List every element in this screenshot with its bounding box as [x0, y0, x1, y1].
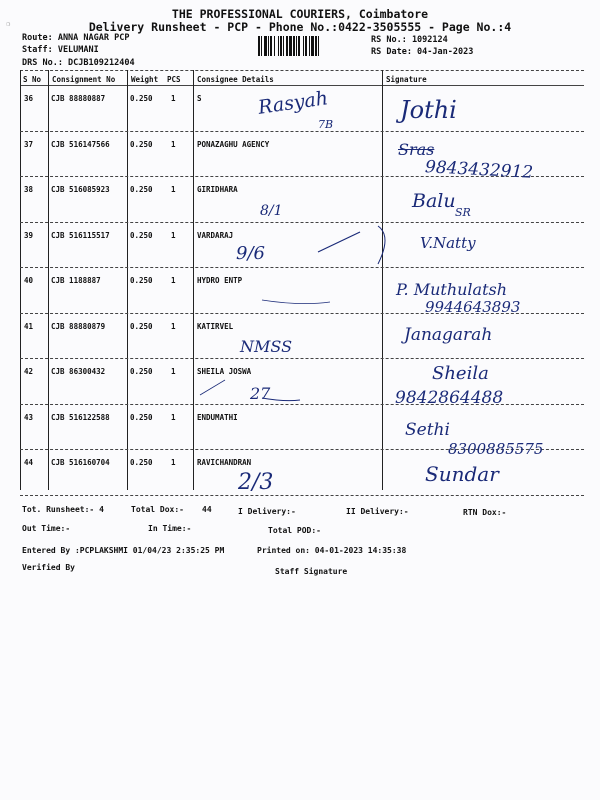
total-pod: Total POD:- [268, 526, 321, 535]
signature-phone: 9944643893 [425, 298, 521, 316]
cell-consignee: ENDUMATHI [197, 412, 238, 422]
cell-consignee: RAVICHANDRAN [197, 458, 252, 467]
barcode-bar [303, 36, 304, 56]
cell-consignee: KATIRVEL [197, 321, 234, 331]
verified-by: Verified By [22, 563, 75, 572]
col-header-consignee: Consignee Details [197, 75, 274, 84]
cell-consignment-no: CJB 516115517 [51, 230, 110, 240]
cell-sno: 43 [24, 412, 34, 422]
signature-mark: Janagarah [404, 325, 493, 345]
cell-pcs: 1 [171, 276, 176, 285]
cell-pcs: 1 [171, 412, 176, 422]
cell-consignment-no: CJB 516147566 [51, 139, 110, 149]
column-divider [382, 70, 383, 490]
row-divider [20, 267, 584, 268]
barcode-bar [286, 36, 288, 56]
table-header-border [20, 85, 584, 86]
row-divider [20, 495, 584, 496]
cell-consignment-no: CJB 86300432 [51, 367, 106, 376]
barcode-bar [268, 36, 269, 56]
cell-weight: 0.250 [130, 321, 153, 331]
col-header-signature: Signature [386, 75, 427, 84]
row-divider [20, 358, 584, 359]
barcode-bar [274, 36, 275, 56]
barcode-bar [305, 36, 307, 56]
cell-pcs: 1 [171, 139, 176, 149]
drs-number: DRS No.: DCJB109212404 [22, 58, 135, 68]
signature-mark: Sras [398, 140, 435, 159]
row-divider [20, 131, 584, 132]
handwritten-note: 9/6 [236, 243, 265, 264]
cell-weight: 0.250 [130, 94, 153, 103]
barcode-bar [293, 36, 295, 56]
total-runsheet: Tot. Runsheet:- 4 [22, 505, 104, 514]
signature-phone: 9843432912 [424, 157, 534, 183]
barcode-bar [258, 36, 260, 56]
rtn-dox: RTN Dox:- [463, 508, 507, 517]
cell-weight: 0.250 [130, 367, 153, 376]
barcode-bar [298, 36, 300, 56]
handwritten-note: 8/1 [260, 203, 283, 219]
barcode-bar [278, 36, 279, 56]
cell-sno: 42 [24, 367, 34, 376]
column-divider [193, 70, 194, 490]
cell-pcs: 1 [171, 321, 176, 331]
cell-consignee: SHEILA JOSWA [197, 367, 252, 376]
handwritten-note: 2/3 [238, 470, 274, 495]
cell-pcs: 1 [171, 185, 176, 194]
row-divider [20, 404, 584, 405]
barcode-bar [309, 36, 310, 56]
barcode-bar [270, 36, 272, 56]
barcode-bar [296, 36, 297, 56]
total-dox-label: Total Dox:- [131, 505, 184, 514]
printed-on: Printed on: 04-01-2023 14:35:38 [257, 546, 407, 555]
ii-delivery: II Delivery:- [346, 507, 409, 516]
cell-consignment-no: CJB 88880879 [51, 321, 106, 331]
column-divider [20, 70, 21, 490]
handwritten-note: 7B [318, 118, 334, 131]
signature-mark: Sethi [405, 420, 450, 440]
signature-mark: Sheila [432, 363, 489, 384]
cell-pcs: 1 [171, 94, 176, 103]
cell-consignee: S [197, 94, 202, 103]
row-divider [20, 313, 584, 314]
cell-weight: 0.250 [130, 412, 153, 422]
barcode-bar [318, 36, 319, 56]
barcode-bar [261, 36, 262, 56]
runsheet-table [20, 70, 584, 490]
rs-date: RS Date: 04-Jan-2023 [371, 47, 474, 57]
cell-sno: 40 [24, 276, 34, 285]
row-divider [20, 449, 584, 450]
signature-mark: V.Natty [420, 234, 476, 252]
cell-sno: 39 [24, 230, 34, 240]
cell-weight: 0.250 [130, 230, 153, 240]
row-divider [20, 176, 584, 177]
cell-consignee: HYDRO ENTP [197, 276, 243, 285]
staff-signature: Staff Signature [275, 567, 348, 576]
cell-consignment-no: CJB 516085923 [51, 185, 110, 194]
col-header-weight: Weight [131, 75, 159, 84]
runsheet-title: Delivery Runsheet - PCP - Phone No.:0422-3505555 - Page No.:4 [88, 20, 512, 34]
handwritten-note: Rasyah [256, 87, 330, 119]
entered-by: Entered By :PCPLAKSHMI 01/04/23 2:35:25 PM [22, 546, 225, 555]
i-delivery: I Delivery:- [238, 507, 296, 516]
cell-consignment-no: CJB 516160704 [51, 458, 110, 467]
barcode-bar [289, 36, 292, 56]
signature-phone: 8300885575 [448, 440, 544, 458]
route-label: Route: ANNA NAGAR PCP [22, 33, 130, 43]
cell-sno: 44 [24, 458, 34, 467]
table-top-border [20, 70, 584, 71]
barcode-bar [280, 36, 282, 56]
signature-mark: Jothi [400, 96, 457, 124]
cell-weight: 0.250 [130, 276, 153, 285]
row-divider [20, 222, 584, 223]
cell-consignee: GIRIDHARA [197, 185, 238, 194]
cell-pcs: 1 [171, 230, 176, 240]
cell-weight: 0.250 [130, 185, 153, 194]
column-divider [48, 70, 49, 490]
cell-pcs: 1 [171, 367, 176, 376]
handwritten-note: NMSS [240, 337, 293, 356]
cell-consignee: VARDARAJ [197, 230, 234, 240]
signature-mark: Sundar [425, 462, 499, 486]
cell-sno: 41 [24, 321, 34, 331]
handwritten-note: 27 [250, 384, 271, 403]
total-dox-value: 44 [202, 505, 212, 514]
signature-phone: 9842864488 [395, 388, 504, 408]
column-divider [127, 70, 128, 490]
corner-mark: ❍ [6, 20, 11, 28]
barcode-bar [264, 36, 267, 56]
cell-sno: 38 [24, 185, 34, 194]
company-title: THE PROFESSIONAL COURIERS, Coimbatore [171, 7, 429, 21]
rs-number: RS No.: 1092124 [371, 35, 448, 45]
col-header-pcs: PCS [167, 75, 181, 84]
signature-mark: SR [455, 206, 471, 219]
barcode-bar [311, 36, 314, 56]
signature-mark: Balu [412, 190, 456, 212]
in-time: In Time:- [148, 524, 192, 533]
cell-sno: 36 [24, 94, 34, 103]
barcode-bar [315, 36, 317, 56]
cell-consignment-no: CJB 88880887 [51, 94, 106, 103]
barcode-image [258, 36, 364, 56]
col-header-consignment: Consignment No [52, 75, 116, 84]
cell-consignee: PONAZAGHU AGENCY [197, 139, 270, 149]
cell-weight: 0.250 [130, 139, 153, 149]
cell-consignment-no: CJB 1188887 [51, 276, 101, 285]
cell-sno: 37 [24, 139, 34, 149]
cell-weight: 0.250 [130, 458, 153, 467]
cell-pcs: 1 [171, 458, 176, 467]
col-header-sno: S No [23, 75, 42, 84]
barcode-bar [283, 36, 284, 56]
staff-label: Staff: VELUMANI [22, 45, 99, 55]
signature-mark: P. Muthulatsh [396, 280, 508, 299]
cell-consignment-no: CJB 516122588 [51, 412, 110, 422]
out-time: Out Time:- [22, 524, 71, 533]
